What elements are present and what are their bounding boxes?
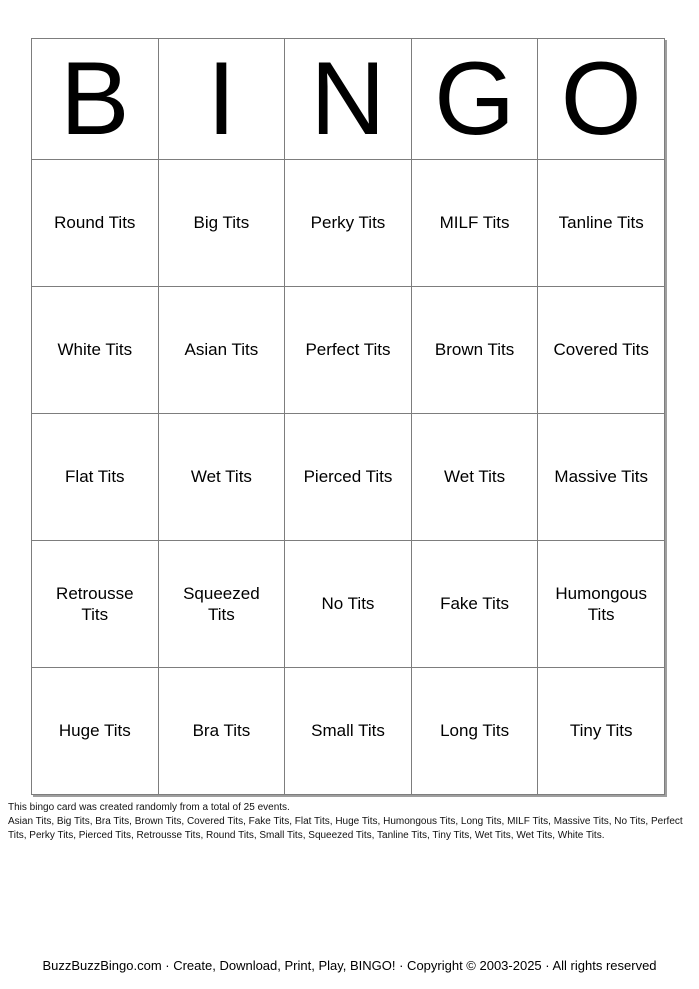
bingo-cell: Tiny Tits xyxy=(538,668,665,795)
bingo-header-letter-g: G xyxy=(411,39,538,160)
bingo-cell: Perky Tits xyxy=(285,160,412,287)
bingo-row-5 xyxy=(32,668,665,795)
bingo-header-letter-o: O xyxy=(538,39,665,160)
bingo-cell: Asian Tits xyxy=(158,287,285,414)
card-generation-note xyxy=(8,801,688,843)
bingo-cell: Round Tits xyxy=(32,160,159,287)
bingo-row-1 xyxy=(32,160,665,287)
events-list: Asian Tits, Big Tits, Bra Tits, Brown Tits, Covered Tits, Fake Tits, Flat Tits, Huge Tits, Humongous Tits, Long Tits, MILF Tits, Massive Tits, No Tits, Perfect Tits, Perky Tits, Pierced Tits, Retrousse Tits, Round Tits, Small Tits, Squeezed Tits, Tanline Tits, Tiny Tits, Wet Tits, Wet Tits, White Tits. xyxy=(8,816,683,841)
bingo-row-3 xyxy=(32,414,665,541)
bingo-cell: Squeezed Tits xyxy=(158,541,285,668)
bingo-row-4 xyxy=(32,541,665,668)
bingo-header-letter-i: I xyxy=(158,39,285,160)
bingo-cell: Small Tits xyxy=(285,668,412,795)
bingo-cell: Wet Tits xyxy=(158,414,285,541)
bingo-header-row xyxy=(32,39,665,160)
bingo-cell: Brown Tits xyxy=(411,287,538,414)
bingo-row-2 xyxy=(32,287,665,414)
bingo-cell: White Tits xyxy=(32,287,159,414)
bingo-cell: Wet Tits xyxy=(411,414,538,541)
bingo-cell: Humongous Tits xyxy=(538,541,665,668)
bingo-cell: Huge Tits xyxy=(32,668,159,795)
bingo-cell: Flat Tits xyxy=(32,414,159,541)
bingo-header-letter-b: B xyxy=(32,39,159,160)
bingo-cell: Bra Tits xyxy=(158,668,285,795)
bingo-cell: Retrousse Tits xyxy=(32,541,159,668)
generation-summary: This bingo card was created randomly from a total of 25 events. xyxy=(8,802,290,813)
bingo-cell: Fake Tits xyxy=(411,541,538,668)
bingo-cell: Big Tits xyxy=(158,160,285,287)
bingo-cell: Perfect Tits xyxy=(285,287,412,414)
bingo-cell: No Tits xyxy=(285,541,412,668)
bingo-cell: MILF Tits xyxy=(411,160,538,287)
bingo-cell: Massive Tits xyxy=(538,414,665,541)
bingo-header-letter-n: N xyxy=(285,39,412,160)
site-credit-line: BuzzBuzzBingo.com · Create, Download, Print, Play, BINGO! · Copyright © 2003-2025 · All rights reserved xyxy=(42,958,657,973)
bingo-card-grid xyxy=(31,38,665,795)
bingo-cell: Long Tits xyxy=(411,668,538,795)
bingo-cell: Covered Tits xyxy=(538,287,665,414)
bingo-cell: Tanline Tits xyxy=(538,160,665,287)
bingo-cell: Pierced Tits xyxy=(285,414,412,541)
